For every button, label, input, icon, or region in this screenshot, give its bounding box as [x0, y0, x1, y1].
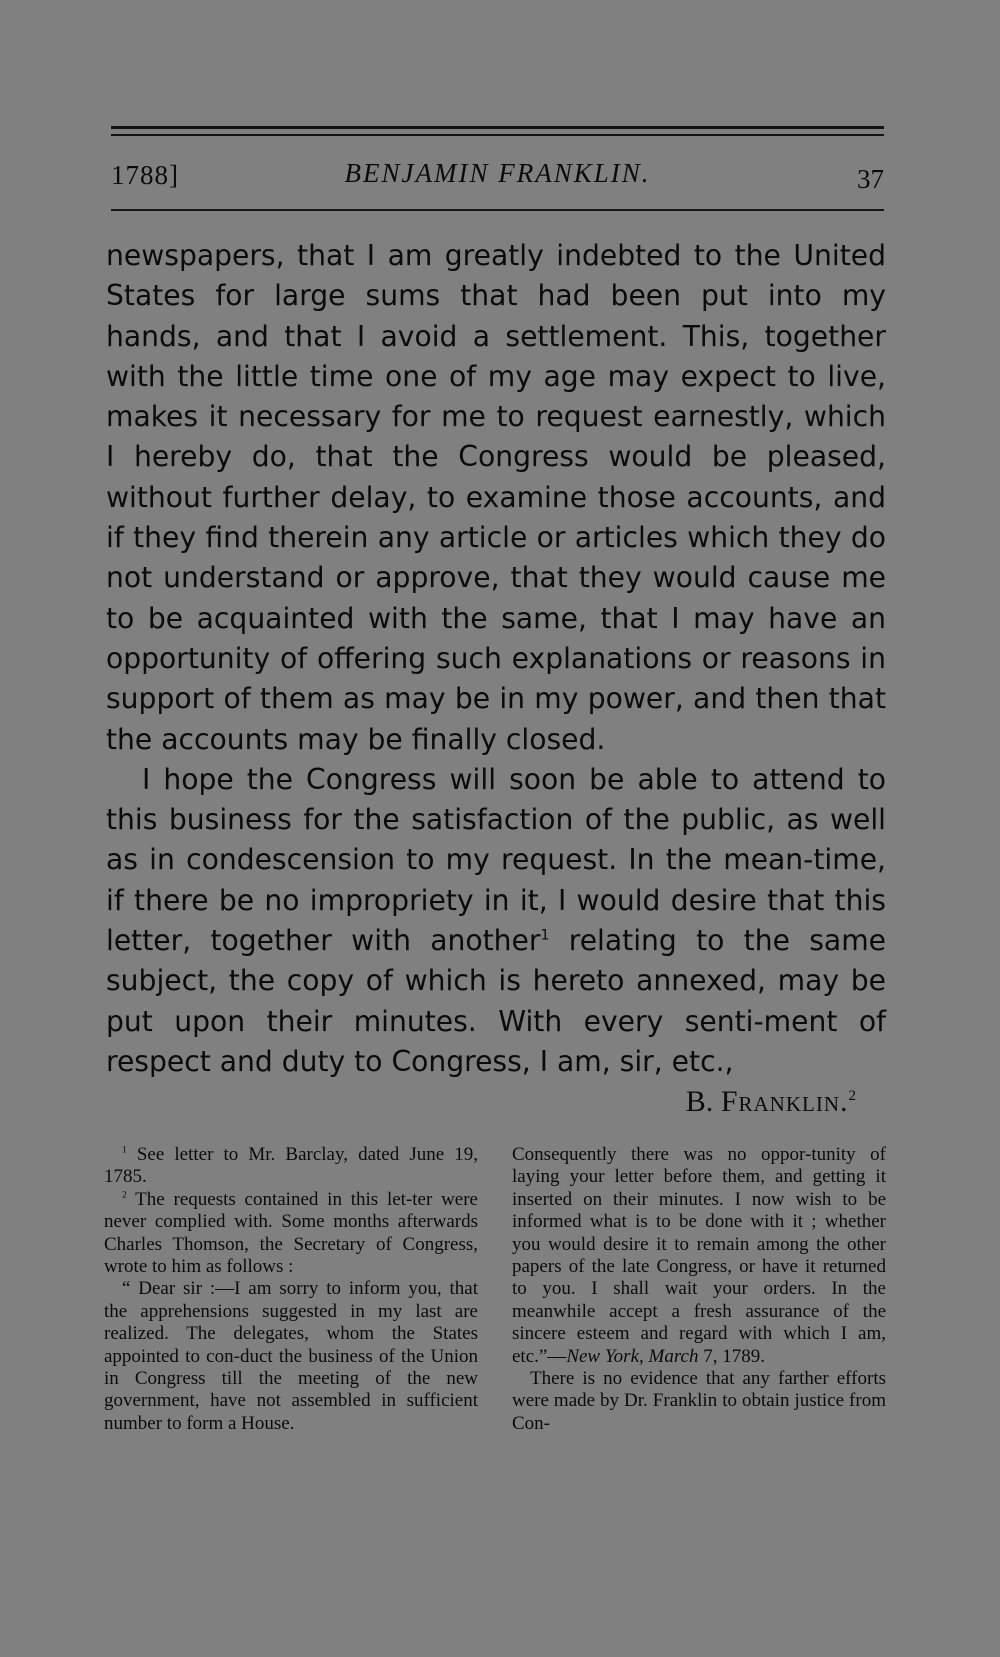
footnotes-right-column [512, 1144, 886, 1435]
header-rule-bottom [111, 209, 884, 211]
footnote-text: Consequently there was no oppor-tunity of laying your letter before them, and getting it inserted on their minutes. I now wish to be informed what is to be done with it ; whether you would desire it to remain among the other papers of the late Congress, or have it returned to you. I shall wait your orders. In the meanwhile accept a fresh assurance of the sincere esteem and regard with which I am, etc.”— [512, 1144, 886, 1367]
page-number: 37 [857, 164, 884, 194]
footnote-marker: 1 [122, 1145, 127, 1156]
footnote-text: See letter to Mr. Barclay, dated June 19, 1785. [104, 1144, 478, 1188]
footnote-ref: 1 [540, 927, 550, 944]
paragraph [106, 760, 886, 1082]
paragraph-text: relating to the same subject, the copy of which is hereto annexed, may be put upon their minutes. With every senti-ment of respect and duty to Congress, I am, sir, etc., [106, 924, 886, 1078]
footnote-text: The requests contained in this let-ter were never complied with. Some months afterwards Charles Thomson, the Secretary of Congress, wrote to him as follows : [104, 1188, 478, 1278]
header-rule-top [111, 126, 884, 129]
footnotes-left-column [104, 1144, 478, 1435]
signature-initial: B. [685, 1085, 721, 1119]
signature [106, 1082, 886, 1122]
citation: New York, March [566, 1345, 699, 1367]
footnote-continued [512, 1144, 886, 1368]
footnote-ref: 2 [848, 1088, 856, 1105]
running-title: BENJAMIN FRANKLIN. [344, 158, 651, 188]
header-rule-second [111, 134, 884, 136]
citation-date: 7, 1789. [698, 1345, 765, 1367]
paragraph: newspapers, that I am greatly indebted to the United States for large sums that had been put into my hands, and that I avoid a settlement. This, together with the little time one of my age may expect to live, makes it necessary for me to request earnestly, which I hereby do, that the Congress would be pleased, without further delay, to examine those accounts, and if they find therein any article or articles which they do not understand or approve, that they would cause me to be acquainted with the same, that I may have an opportunity of offering such explanations or reasons in support of them as may be in my power, and then that the accounts may be finally closed. [106, 239, 886, 756]
signature-name: Franklin. [720, 1085, 849, 1119]
footnote-quote: “ Dear sir :—I am sorry to inform you, that the apprehensions suggested in my last are realized. The delegates, whom the States appointed to con-duct the business of the Union in Congress till the meeting of the new government, have not assembled in sufficient number to form a House. [104, 1278, 478, 1434]
footnote-closing: There is no evidence that any farther efforts were made by Dr. Franklin to obtain justice from Con- [512, 1368, 886, 1434]
header-year: 1788] [111, 160, 179, 190]
paragraph-text: I hope the Congress will soon be able to attend to this business for the satisfaction of the public, as well as in condescension to my request. In the mean-time, if there be no impropriety in it, I would desire that this letter, together with another [106, 762, 886, 958]
footnote-marker: 2 [122, 1190, 127, 1201]
running-header [111, 152, 884, 200]
footnote [104, 1189, 478, 1279]
main-text [106, 236, 886, 1123]
footnote [104, 1144, 478, 1189]
